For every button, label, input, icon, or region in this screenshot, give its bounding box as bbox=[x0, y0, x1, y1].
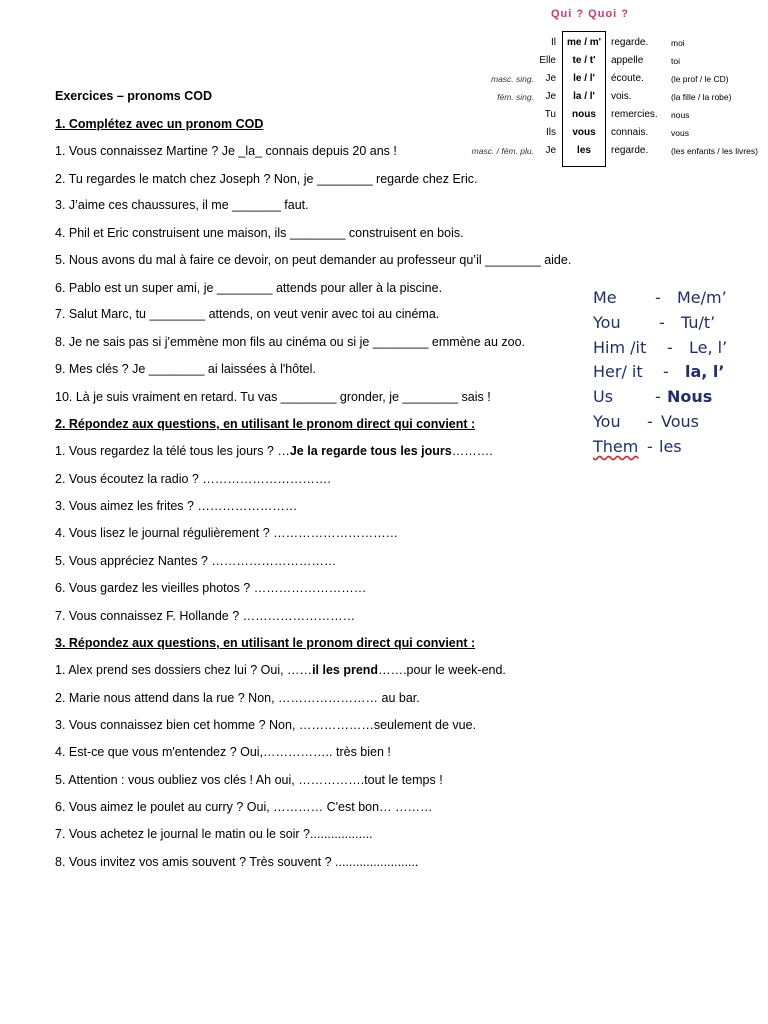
row-ref: toi bbox=[671, 56, 680, 66]
answer-tail: ………. bbox=[451, 444, 493, 458]
french-pronoun: Me/m’ bbox=[677, 288, 727, 307]
section1-heading: 1. Complétez avec un pronom COD bbox=[55, 117, 264, 131]
exercise-item bbox=[55, 443, 493, 459]
english-pronoun: Them bbox=[593, 437, 639, 456]
row-pronoun: vous bbox=[572, 127, 596, 138]
separator: - bbox=[647, 412, 653, 431]
worksheet-title: Exercices – pronoms COD bbox=[55, 89, 213, 103]
row-pronoun: me / m' bbox=[566, 37, 602, 48]
exercise-item: 8. Je ne sais pas si j'emmène mon fils au cinéma ou si je ________ emmène au zoo. bbox=[55, 335, 526, 349]
exercise-item: 7. Vous connaissez F. Hollande ? ……………………… bbox=[55, 609, 356, 623]
row-verb: vois. bbox=[611, 91, 632, 102]
exercise-item: 5. Attention : vous oubliez vos clés ! Ah oui, …………….tout le temps ! bbox=[55, 773, 443, 787]
exercise-item bbox=[55, 662, 506, 678]
row-subject: Tu bbox=[544, 109, 556, 120]
section2-heading: 2. Répondez aux questions, en utilisant le pronom direct qui convient : bbox=[55, 417, 476, 431]
table-row bbox=[456, 106, 768, 124]
exercise-item: 1. Vous connaissez Martine ? Je _la_ connais depuis 20 ans ! bbox=[55, 144, 397, 158]
row-subject: Je bbox=[545, 73, 556, 84]
row-pronoun: la / l' bbox=[573, 91, 595, 102]
exercise-item: 10. Là je suis vraiment en retard. Tu vas ________ gronder, je ________ sais ! bbox=[55, 390, 491, 404]
french-pronoun: les bbox=[659, 437, 682, 456]
row-verb: écoute. bbox=[611, 73, 644, 84]
french-pronoun: Vous bbox=[661, 412, 699, 431]
exercise-item: 4. Phil et Eric construisent une maison, ils ________ construisent en bois. bbox=[55, 226, 464, 240]
exercise-item: 6. Pablo est un super ami, je ________ attends pour aller à la piscine. bbox=[55, 281, 443, 295]
exercise-item: 7. Salut Marc, tu ________ attends, on veut venir avec toi au cinéma. bbox=[55, 307, 440, 321]
exercise-item: 6. Vous gardez les vieilles photos ? ……………………… bbox=[55, 581, 367, 595]
row-pronoun: nous bbox=[572, 109, 596, 120]
table-row bbox=[456, 124, 768, 142]
separator: - bbox=[667, 338, 673, 357]
row-subject: Il bbox=[551, 37, 556, 48]
french-pronoun: Tu/t’ bbox=[681, 313, 716, 332]
answer-text: Je la regarde tous les jours bbox=[289, 444, 452, 458]
row-subject: Je bbox=[545, 91, 556, 102]
exercise-item: 6. Vous aimez le poulet au curry ? Oui, ………… C'est bon… ……… bbox=[55, 800, 433, 814]
english-pronoun: Him /it bbox=[593, 338, 647, 357]
separator: - bbox=[655, 288, 661, 307]
row-subject: Je bbox=[545, 145, 556, 156]
conjugation-table bbox=[456, 6, 768, 166]
row-verb: regarde. bbox=[611, 37, 649, 48]
exercise-item: 8. Vous invitez vos amis souvent ? Très souvent ? ........................ bbox=[55, 855, 419, 869]
row-ref: moi bbox=[671, 38, 685, 48]
row-pronoun: te / t' bbox=[572, 55, 596, 66]
row-verb: connais. bbox=[611, 127, 649, 138]
english-pronoun: You bbox=[593, 313, 621, 332]
row-verb: appelle bbox=[611, 55, 644, 66]
row-pronoun: le / l' bbox=[573, 73, 595, 84]
table-row bbox=[456, 52, 768, 70]
french-pronoun: Le, l’ bbox=[689, 338, 728, 357]
separator: - bbox=[647, 437, 653, 456]
question-text: 1. Vous regardez la télé tous les jours ? … bbox=[55, 444, 290, 458]
table-row bbox=[456, 142, 768, 160]
row-ref: (les enfants / les livres) bbox=[671, 146, 758, 156]
english-pronoun: Me bbox=[593, 288, 617, 307]
french-pronoun: la, l’ bbox=[685, 362, 725, 381]
exercise-item: 2. Tu regardes le match chez Joseph ? Non, je ________ regarde chez Eric. bbox=[55, 172, 478, 186]
exercise-item: 5. Vous appréciez Nantes ? ………………………… bbox=[55, 554, 337, 568]
section3-heading: 3. Répondez aux questions, en utilisant le pronom direct qui convient : bbox=[55, 636, 476, 650]
exercise-item: 3. Vous aimez les frites ? …………………… bbox=[55, 499, 298, 513]
row-verb: remercies. bbox=[611, 109, 658, 120]
table-row bbox=[456, 88, 768, 106]
row-ref: (la fille / la robe) bbox=[671, 92, 732, 102]
exercise-item: 3. J’aime ces chaussures, il me _______ faut. bbox=[55, 198, 309, 212]
separator: - bbox=[659, 313, 665, 332]
row-subject: Elle bbox=[539, 55, 556, 66]
separator: - bbox=[663, 362, 669, 381]
exercise-item: 7. Vous achetez le journal le matin ou le soir ?.................. bbox=[55, 827, 373, 841]
row-ref: nous bbox=[671, 110, 690, 120]
exercise-item: 2. Vous écoutez la radio ? …………………………. bbox=[55, 472, 331, 486]
table-title: Qui ? Quoi ? bbox=[551, 8, 629, 20]
row-ref: vous bbox=[671, 128, 689, 138]
exercise-item: 5. Nous avons du mal à faire ce devoir, on peut demander au professeur qu’il ________ aide. bbox=[55, 253, 572, 267]
english-pronoun: You bbox=[593, 412, 621, 431]
question-text: 1. Alex prend ses dossiers chez lui ? Oui, …… bbox=[55, 663, 313, 677]
row-note: fém. sing. bbox=[497, 92, 534, 102]
exercise-item: 4. Est-ce que vous m'entendez ? Oui,…………….. très bien ! bbox=[55, 745, 391, 759]
table-row bbox=[456, 70, 768, 88]
exercise-item: 2. Marie nous attend dans la rue ? Non, …………………… au bar. bbox=[55, 691, 420, 705]
row-subject: Ils bbox=[546, 127, 556, 138]
row-ref: (le prof / le CD) bbox=[671, 74, 729, 84]
answer-tail: …….pour le week-end. bbox=[378, 663, 506, 677]
english-pronoun: Us bbox=[593, 387, 614, 406]
answer-text: il les prend bbox=[312, 663, 379, 677]
row-note: masc. / fém. plu. bbox=[471, 146, 534, 156]
table-row bbox=[456, 34, 768, 52]
row-verb: regarde. bbox=[611, 145, 649, 156]
exercise-item: 3. Vous connaissez bien cet homme ? Non, ………………seulement de vue. bbox=[55, 718, 477, 732]
exercise-item: 4. Vous lisez le journal régulièrement ? ………………………… bbox=[55, 526, 399, 540]
row-pronoun: les bbox=[577, 145, 591, 156]
separator: - bbox=[655, 387, 661, 406]
english-pronoun: Her/ it bbox=[593, 362, 643, 381]
exercise-item: 9. Mes clés ? Je ________ ai laissées à l'hôtel. bbox=[55, 362, 316, 376]
row-note: masc. sing. bbox=[491, 74, 534, 84]
french-pronoun: Nous bbox=[667, 387, 713, 406]
